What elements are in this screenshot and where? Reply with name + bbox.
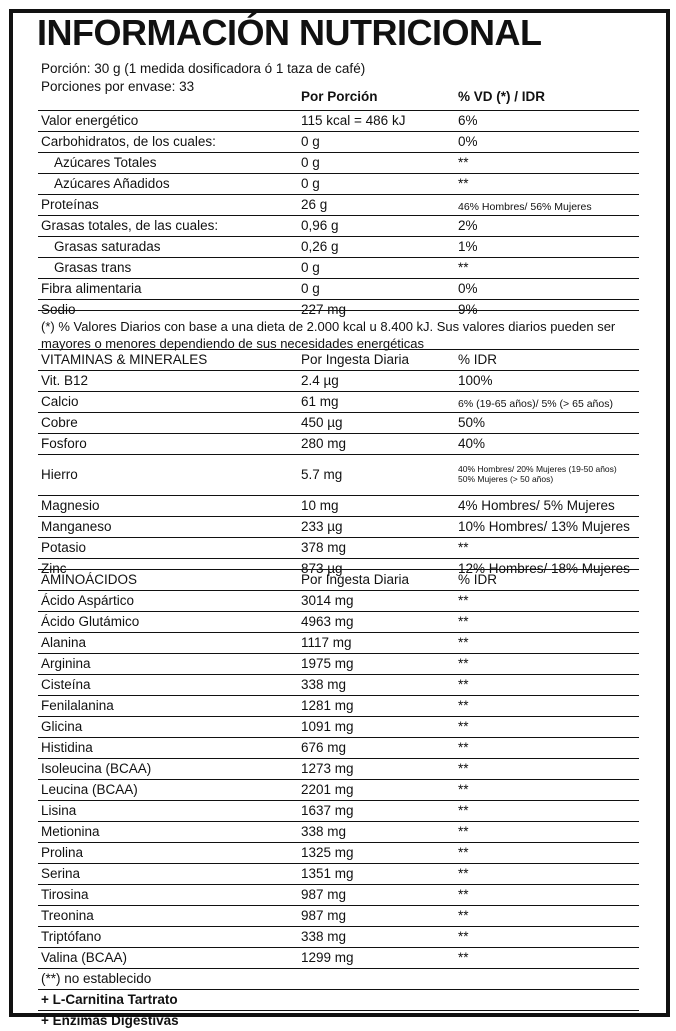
amino-amount: 1325 mg — [301, 845, 354, 860]
vitamin-amount: 5.7 mg — [301, 467, 343, 482]
amino-pct: ** — [458, 656, 469, 671]
amino-name: Ácido Aspártico — [41, 593, 135, 608]
amino-amount: 987 mg — [301, 887, 347, 902]
amino-amount: 1273 mg — [301, 761, 354, 776]
vitamin-name: Fosforo — [41, 436, 87, 451]
table-row — [38, 173, 639, 194]
table-row — [38, 632, 639, 653]
amino-name: Cisteína — [41, 677, 91, 692]
table-row — [38, 611, 639, 632]
amino-pct: ** — [458, 824, 469, 839]
vitamin-name: Calcio — [41, 394, 79, 409]
vitamin-pct: 4% Hombres/ 5% Mujeres — [458, 498, 615, 513]
section-title: AMINOÁCIDOS — [41, 572, 138, 587]
amino-pct: ** — [458, 782, 469, 797]
amino-name: Alanina — [41, 635, 87, 650]
table-row — [38, 131, 639, 152]
vitamin-name: Zinc — [41, 561, 67, 576]
amino-pct: ** — [458, 887, 469, 902]
vitamin-pct: 50% — [458, 415, 486, 430]
amino-name: Histidina — [41, 740, 93, 755]
nutrient-amount: 115 kcal = 486 kJ — [301, 113, 406, 128]
amino-name: Isoleucina (BCAA) — [41, 761, 152, 776]
nutrient-pct: ** — [458, 176, 469, 191]
nutrient-name: Grasas totales, de las cuales: — [41, 218, 219, 233]
table-row — [38, 716, 639, 737]
amino-amount: 3014 mg — [301, 593, 354, 608]
table-row — [38, 989, 639, 1010]
table-row — [38, 653, 639, 674]
vitamin-pct: 100% — [458, 373, 493, 388]
amino-name: Lisina — [41, 803, 77, 818]
column-header: Por Ingesta Diaria — [301, 352, 410, 367]
table-row — [38, 110, 639, 131]
amino-acids-table — [38, 569, 639, 1031]
servings-text: Porciones por envase: 33 — [41, 79, 195, 94]
amino-amount: 1281 mg — [301, 698, 354, 713]
table-row — [38, 758, 639, 779]
nutrient-amount: 0 g — [301, 176, 320, 191]
table-row — [38, 495, 639, 516]
extra-ingredient: + Enzimas Digestivas — [41, 1013, 179, 1028]
column-header: Por Ingesta Diaria — [301, 572, 410, 587]
not-established-note: (**) no establecido — [41, 971, 152, 986]
vitamin-pct: 10% Hombres/ 13% Mujeres — [458, 519, 630, 534]
vitamin-pct: 6% (19-65 años)/ 5% (> 65 años) — [458, 398, 613, 410]
nutrient-amount: 26 g — [301, 197, 328, 212]
table-row — [38, 215, 639, 236]
amino-pct: ** — [458, 761, 469, 776]
vd-header: % VD (*) / IDR — [458, 89, 546, 104]
section-header-row — [38, 569, 639, 590]
column-header: % IDR — [458, 572, 498, 587]
vitamin-name: Potasio — [41, 540, 87, 555]
table-row — [38, 433, 639, 454]
amino-amount: 1351 mg — [301, 866, 354, 881]
nutrient-amount: 0 g — [301, 260, 320, 275]
amino-pct: ** — [458, 677, 469, 692]
amino-amount: 1117 mg — [301, 635, 352, 650]
nutrient-amount: 0 g — [301, 155, 320, 170]
table-row — [38, 905, 639, 926]
amino-pct: ** — [458, 614, 469, 629]
table-row — [38, 194, 639, 215]
table-row — [38, 821, 639, 842]
vitamin-pct — [458, 464, 617, 484]
amino-name: Ácido Glutámico — [41, 614, 140, 629]
nutrient-name: Proteínas — [41, 197, 99, 212]
column-header: % IDR — [458, 352, 498, 367]
vitamin-amount: 378 mg — [301, 540, 347, 555]
nutrient-name: Sodio — [41, 302, 76, 317]
vitamin-name: Magnesio — [41, 498, 100, 513]
nutrient-pct: ** — [458, 260, 469, 275]
table-row — [38, 516, 639, 537]
section-header-row — [38, 349, 639, 370]
nutrient-name: Azúcares Totales — [54, 155, 157, 170]
table-row — [38, 863, 639, 884]
amino-amount: 338 mg — [301, 929, 347, 944]
table-row — [38, 968, 639, 989]
extra-ingredient: + L-Carnitina Tartrato — [41, 992, 178, 1007]
amino-pct: ** — [458, 740, 469, 755]
nutrient-pct: ** — [458, 155, 469, 170]
nutrient-amount: 0,26 g — [301, 239, 339, 254]
table-row — [38, 1010, 639, 1031]
amino-amount: 676 mg — [301, 740, 347, 755]
vitamin-pct-line: 40% Hombres/ 20% Mujeres (19-50 años) — [458, 464, 617, 474]
amino-pct: ** — [458, 719, 469, 734]
vitamin-pct: 40% — [458, 436, 486, 451]
table-row — [38, 152, 639, 173]
vitamin-name: Hierro — [41, 467, 78, 482]
amino-name: Tirosina — [41, 887, 89, 902]
nutrient-name: Carbohidratos, de los cuales: — [41, 134, 216, 149]
amino-pct: ** — [458, 635, 469, 650]
amino-pct: ** — [458, 803, 469, 818]
vitamin-name: Cobre — [41, 415, 78, 430]
amino-amount: 2201 mg — [301, 782, 354, 797]
table-row — [38, 884, 639, 905]
table-row — [38, 537, 639, 558]
table-row — [38, 800, 639, 821]
vitamin-pct: 12% Hombres/ 18% Mujeres — [458, 561, 630, 576]
vitamin-amount: 450 µg — [301, 415, 343, 430]
nutrient-pct: 1% — [458, 239, 478, 254]
table-row — [38, 391, 639, 412]
amino-name: Metionina — [41, 824, 100, 839]
daily-values-footnote: (*) % Valores Diarios con base a una dieta de 2.000 kcal u 8.400 kJ. Sus valores diarios pueden ser mayores o menores dependiendo de sus necesidades energéticas — [41, 319, 616, 351]
amino-name: Triptófano — [41, 929, 102, 944]
divider — [38, 310, 639, 311]
nutrient-pct: 0% — [458, 281, 478, 296]
table-row — [38, 842, 639, 863]
amino-pct: ** — [458, 866, 469, 881]
vitamins-table — [38, 349, 639, 579]
amino-amount: 1637 mg — [301, 803, 354, 818]
table-row — [38, 454, 639, 495]
nutrient-amount: 0 g — [301, 281, 320, 296]
table-row — [38, 590, 639, 611]
table-row — [38, 370, 639, 391]
section-title: VITAMINAS & MINERALES — [41, 352, 208, 367]
amino-amount: 1299 mg — [301, 950, 354, 965]
table-row — [38, 236, 639, 257]
nutrient-name: Grasas saturadas — [54, 239, 161, 254]
vitamin-amount: 2.4 µg — [301, 373, 339, 388]
table-row — [38, 278, 639, 299]
amino-pct: ** — [458, 698, 469, 713]
nutrient-pct: 9% — [458, 302, 478, 317]
vitamin-amount: 10 mg — [301, 498, 339, 513]
table-row — [38, 412, 639, 433]
nutrient-amount: 227 mg — [301, 302, 347, 317]
amino-name: Arginina — [41, 656, 91, 671]
amino-name: Treonina — [41, 908, 94, 923]
table-row — [38, 674, 639, 695]
amino-pct: ** — [458, 845, 469, 860]
vitamin-amount: 280 mg — [301, 436, 347, 451]
amino-name: Serina — [41, 866, 81, 881]
amino-name: Glicina — [41, 719, 83, 734]
vitamin-name: Manganeso — [41, 519, 112, 534]
nutrient-amount: 0,96 g — [301, 218, 339, 233]
nutrient-name: Azúcares Añadidos — [54, 176, 170, 191]
amino-name: Fenilalanina — [41, 698, 114, 713]
amino-pct: ** — [458, 593, 469, 608]
table-row — [38, 779, 639, 800]
amino-name: Valina (BCAA) — [41, 950, 128, 965]
amino-amount: 987 mg — [301, 908, 347, 923]
per-portion-header: Por Porción — [301, 89, 378, 104]
table-row — [38, 695, 639, 716]
nutrient-name: Valor energético — [41, 113, 139, 128]
vitamin-pct: ** — [458, 540, 469, 555]
vitamin-name: Vit. B12 — [41, 373, 89, 388]
amino-name: Prolina — [41, 845, 84, 860]
amino-amount: 1975 mg — [301, 656, 354, 671]
amino-pct: ** — [458, 950, 469, 965]
nutrient-pct: 2% — [458, 218, 478, 233]
nutrient-pct: 0% — [458, 134, 478, 149]
nutrient-pct: 46% Hombres/ 56% Mujeres — [458, 201, 592, 213]
portion-text: Porción: 30 g (1 medida dosificadora ó 1 taza de café) — [41, 61, 366, 76]
nutrient-pct: 6% — [458, 113, 478, 128]
amino-amount: 4963 mg — [301, 614, 354, 629]
vitamin-amount: 233 µg — [301, 519, 343, 534]
table-row — [38, 257, 639, 278]
amino-pct: ** — [458, 929, 469, 944]
nutrient-name: Fibra alimentaria — [41, 281, 142, 296]
vitamin-pct-line: 50% Mujeres (> 50 años) — [458, 474, 554, 484]
table-row — [38, 737, 639, 758]
vitamin-amount: 61 mg — [301, 394, 339, 409]
table-row — [38, 947, 639, 968]
nutrient-name: Grasas trans — [54, 260, 132, 275]
amino-amount: 338 mg — [301, 677, 347, 692]
nutrients-table — [38, 110, 639, 320]
amino-amount: 338 mg — [301, 824, 347, 839]
amino-amount: 1091 mg — [301, 719, 354, 734]
table-row — [38, 926, 639, 947]
vitamin-amount: 873 µg — [301, 561, 343, 576]
nutrient-amount: 0 g — [301, 134, 320, 149]
amino-pct: ** — [458, 908, 469, 923]
amino-name: Leucina (BCAA) — [41, 782, 138, 797]
page-title: INFORMACIÓN NUTRICIONAL — [37, 12, 542, 53]
